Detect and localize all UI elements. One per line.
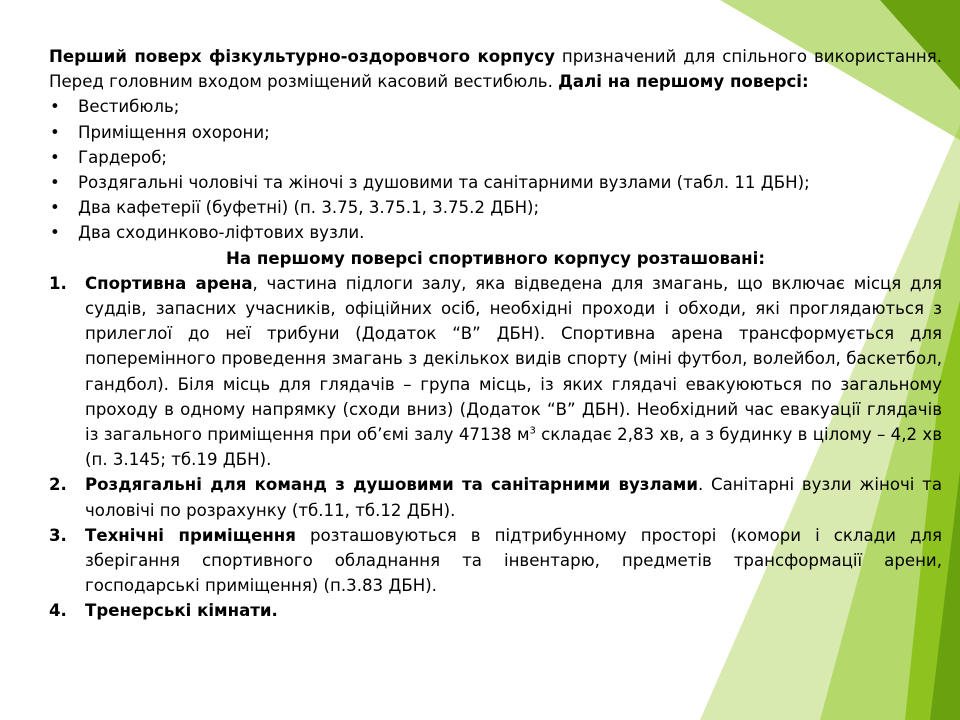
list-item: • Приміщення охорони; — [49, 120, 942, 145]
superscript: 3 — [529, 425, 536, 437]
item-text: . Санітарні вузли жіночі та чоловічі по розрахунку (тб.11, тб.12 ДБН). — [85, 475, 942, 520]
intro-bold-lead: Далі на першому поверсі: — [558, 72, 809, 92]
item-text: , частина підлоги залу, яка відведена для змагань, що включає місця для суддів, запасних учасників, офіційних осіб, необхідні проходи і обходи, які проглядаються з прилеглої до неї трибуни (Додаток “В” ДБН). Спортивна арена трансформується для поперемінного проведення змагань з декількох видів спорту (міні футбол, волейбол, баскетбол, гандбол). Біля місць для глядачів – група місць, із яких глядачі евакуюються по загальному проходу в одному напрямку (сходи вниз) (Додаток “В” ДБН). Необхідний час евакуації глядачів із загального приміщення при об’ємі залу 47138 м — [85, 273, 942, 445]
item-number: 4. — [49, 601, 67, 621]
list-item: • Вестибюль; — [49, 94, 942, 119]
intro-bold-title: Перший поверх фізкультурно-оздоровчого корпусу — [49, 47, 555, 66]
list-item: • Гардероб; — [49, 145, 942, 170]
item-number: 2. — [49, 475, 67, 495]
list-item: • Два кафетерії (буфетні) (п. 3.75, 3.75.1, 3.75.2 ДБН); — [49, 195, 942, 220]
intro-text: призначений для спільного використання. Перед головним входом розміщений касовий вестибюль. — [49, 47, 942, 92]
slide-content — [49, 44, 942, 624]
item-title: Спортивна арена — [85, 273, 253, 293]
item-title: Роздягальні для команд з душовими та санітарними вузлами — [85, 475, 698, 495]
item-number: 1. — [49, 273, 67, 293]
list-item: • Роздягальні чоловічі та жіночі з душовими та санітарними вузлами (табл. 11 ДБН); — [49, 170, 942, 195]
item-text-continued: складає 2,83 хв, а з будинку в цілому – 4,2 хв (п. 3.145; тб.19 ДБН). — [85, 425, 943, 470]
item-title: Технічні приміщення — [85, 525, 296, 545]
first-floor-list — [49, 94, 942, 245]
numbered-item — [49, 523, 942, 599]
list-item: • Два сходинково-ліфтових вузли. — [49, 220, 942, 245]
sport-building-list — [49, 271, 942, 624]
intro-paragraph — [49, 44, 942, 94]
item-text: розташовуються в підтрибунному просторі (комори і склади для зберігання спортивного обладнання та інвентарю, предметів трансформації арени, господарські приміщення) (п.3.83 ДБН). — [85, 525, 943, 596]
item-number: 3. — [49, 525, 67, 545]
item-title: Тренерські кімнати. — [85, 601, 278, 621]
numbered-item — [49, 598, 942, 623]
numbered-item — [49, 472, 942, 522]
subheading: На першому поверсі спортивного корпусу розташовані: — [226, 248, 765, 268]
numbered-item — [49, 271, 942, 473]
